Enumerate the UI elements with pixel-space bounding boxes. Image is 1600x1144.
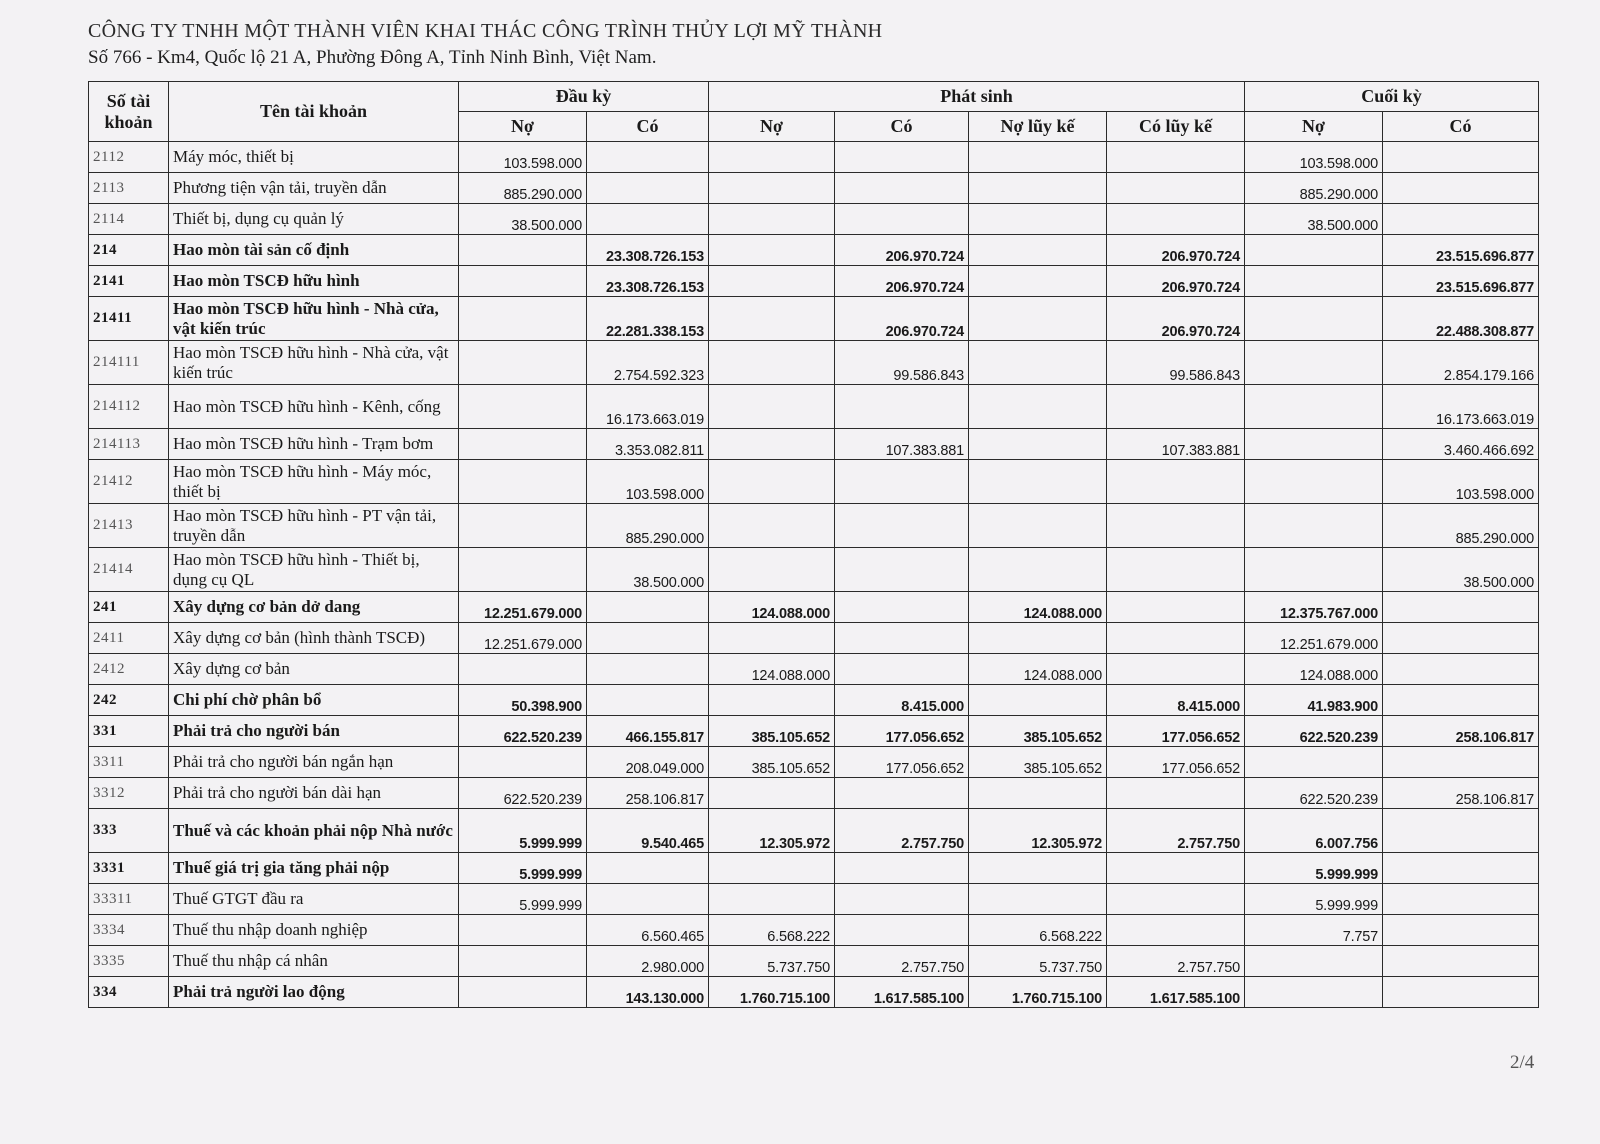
header-closing-credit: Có bbox=[1383, 112, 1539, 142]
amount-movement-credit: 99.586.843 bbox=[835, 341, 969, 385]
amount-opening-credit bbox=[587, 884, 709, 915]
header-movement: Phát sinh bbox=[709, 82, 1245, 112]
account-name: Phương tiện vận tải, truyền dẫn bbox=[169, 173, 459, 204]
amount-cumulative-credit: 2.757.750 bbox=[1107, 946, 1245, 977]
amount-cumulative-debit bbox=[969, 173, 1107, 204]
amount-cumulative-credit bbox=[1107, 548, 1245, 592]
account-number: 334 bbox=[89, 977, 169, 1008]
amount-movement-credit bbox=[835, 548, 969, 592]
amount-movement-debit: 385.105.652 bbox=[709, 747, 835, 778]
account-number: 3331 bbox=[89, 853, 169, 884]
amount-opening-debit bbox=[459, 504, 587, 548]
amount-movement-debit bbox=[709, 173, 835, 204]
amount-cumulative-credit bbox=[1107, 385, 1245, 429]
amount-closing-debit: 5.999.999 bbox=[1245, 853, 1383, 884]
amount-movement-credit: 206.970.724 bbox=[835, 266, 969, 297]
amount-cumulative-credit: 177.056.652 bbox=[1107, 716, 1245, 747]
amount-movement-debit bbox=[709, 853, 835, 884]
account-number: 33311 bbox=[89, 884, 169, 915]
amount-movement-debit bbox=[709, 548, 835, 592]
amount-opening-debit: 12.251.679.000 bbox=[459, 592, 587, 623]
amount-closing-credit: 3.460.466.692 bbox=[1383, 429, 1539, 460]
amount-cumulative-debit bbox=[969, 504, 1107, 548]
amount-opening-debit bbox=[459, 654, 587, 685]
amount-cumulative-debit: 124.088.000 bbox=[969, 592, 1107, 623]
amount-cumulative-debit bbox=[969, 341, 1107, 385]
amount-opening-debit: 5.999.999 bbox=[459, 884, 587, 915]
table-row bbox=[89, 142, 1539, 173]
amount-opening-credit bbox=[587, 685, 709, 716]
account-name: Hao mòn TSCĐ hữu hình bbox=[169, 266, 459, 297]
amount-movement-credit: 8.415.000 bbox=[835, 685, 969, 716]
amount-movement-credit bbox=[835, 385, 969, 429]
amount-movement-credit bbox=[835, 853, 969, 884]
amount-closing-debit bbox=[1245, 429, 1383, 460]
amount-opening-credit bbox=[587, 623, 709, 654]
amount-cumulative-debit bbox=[969, 204, 1107, 235]
amount-cumulative-debit: 124.088.000 bbox=[969, 654, 1107, 685]
amount-closing-credit: 38.500.000 bbox=[1383, 548, 1539, 592]
account-name: Phải trả người lao động bbox=[169, 977, 459, 1008]
amount-opening-debit bbox=[459, 747, 587, 778]
amount-closing-credit: 885.290.000 bbox=[1383, 504, 1539, 548]
account-number: 3335 bbox=[89, 946, 169, 977]
table-row bbox=[89, 204, 1539, 235]
amount-cumulative-debit bbox=[969, 685, 1107, 716]
amount-movement-debit: 124.088.000 bbox=[709, 592, 835, 623]
amount-closing-debit bbox=[1245, 946, 1383, 977]
amount-closing-credit bbox=[1383, 204, 1539, 235]
account-name: Hao mòn TSCĐ hữu hình - Thiết bị, dụng cụ QL bbox=[169, 548, 459, 592]
table-row bbox=[89, 778, 1539, 809]
amount-cumulative-credit: 206.970.724 bbox=[1107, 235, 1245, 266]
amount-opening-credit: 258.106.817 bbox=[587, 778, 709, 809]
amount-closing-credit: 258.106.817 bbox=[1383, 716, 1539, 747]
amount-opening-debit: 50.398.900 bbox=[459, 685, 587, 716]
amount-opening-credit: 466.155.817 bbox=[587, 716, 709, 747]
amount-movement-credit bbox=[835, 592, 969, 623]
account-name: Hao mòn TSCĐ hữu hình - Trạm bơm bbox=[169, 429, 459, 460]
amount-movement-credit: 2.757.750 bbox=[835, 946, 969, 977]
table-row bbox=[89, 504, 1539, 548]
account-number: 3311 bbox=[89, 747, 169, 778]
table-row bbox=[89, 623, 1539, 654]
amount-movement-debit bbox=[709, 623, 835, 654]
amount-opening-debit: 5.999.999 bbox=[459, 809, 587, 853]
amount-movement-debit: 5.737.750 bbox=[709, 946, 835, 977]
amount-closing-credit bbox=[1383, 747, 1539, 778]
account-number: 3334 bbox=[89, 915, 169, 946]
account-name: Thiết bị, dụng cụ quản lý bbox=[169, 204, 459, 235]
amount-opening-credit: 23.308.726.153 bbox=[587, 266, 709, 297]
amount-closing-credit: 22.488.308.877 bbox=[1383, 297, 1539, 341]
amount-opening-debit bbox=[459, 235, 587, 266]
amount-cumulative-credit bbox=[1107, 915, 1245, 946]
amount-cumulative-debit bbox=[969, 142, 1107, 173]
account-number: 2113 bbox=[89, 173, 169, 204]
amount-cumulative-credit: 177.056.652 bbox=[1107, 747, 1245, 778]
amount-movement-debit bbox=[709, 884, 835, 915]
amount-cumulative-credit bbox=[1107, 204, 1245, 235]
table-row bbox=[89, 235, 1539, 266]
account-name: Phải trả cho người bán dài hạn bbox=[169, 778, 459, 809]
amount-closing-debit: 6.007.756 bbox=[1245, 809, 1383, 853]
table-row bbox=[89, 747, 1539, 778]
account-number: 3312 bbox=[89, 778, 169, 809]
amount-movement-credit bbox=[835, 654, 969, 685]
amount-opening-credit: 16.173.663.019 bbox=[587, 385, 709, 429]
amount-movement-debit bbox=[709, 460, 835, 504]
amount-opening-credit bbox=[587, 592, 709, 623]
table-row bbox=[89, 654, 1539, 685]
account-number: 21413 bbox=[89, 504, 169, 548]
amount-movement-debit bbox=[709, 504, 835, 548]
amount-opening-debit: 622.520.239 bbox=[459, 716, 587, 747]
amount-movement-debit bbox=[709, 385, 835, 429]
table-row bbox=[89, 429, 1539, 460]
amount-closing-debit bbox=[1245, 460, 1383, 504]
account-number: 214 bbox=[89, 235, 169, 266]
table-row bbox=[89, 915, 1539, 946]
amount-movement-debit: 385.105.652 bbox=[709, 716, 835, 747]
amount-opening-credit bbox=[587, 204, 709, 235]
account-number: 21411 bbox=[89, 297, 169, 341]
account-name: Hao mòn TSCĐ hữu hình - Nhà cửa, vật kiến trúc bbox=[169, 297, 459, 341]
amount-opening-debit bbox=[459, 385, 587, 429]
amount-closing-debit: 885.290.000 bbox=[1245, 173, 1383, 204]
amount-closing-debit: 103.598.000 bbox=[1245, 142, 1383, 173]
account-name: Thuế giá trị gia tăng phải nộp bbox=[169, 853, 459, 884]
amount-cumulative-debit: 5.737.750 bbox=[969, 946, 1107, 977]
amount-movement-debit: 12.305.972 bbox=[709, 809, 835, 853]
amount-cumulative-credit: 206.970.724 bbox=[1107, 297, 1245, 341]
account-name: Thuế thu nhập doanh nghiệp bbox=[169, 915, 459, 946]
amount-opening-debit: 622.520.239 bbox=[459, 778, 587, 809]
amount-closing-credit bbox=[1383, 623, 1539, 654]
account-name: Hao mòn TSCĐ hữu hình - PT vận tải, truyền dẫn bbox=[169, 504, 459, 548]
header-cumulative-credit: Có lũy kế bbox=[1107, 112, 1245, 142]
amount-opening-credit: 885.290.000 bbox=[587, 504, 709, 548]
amount-cumulative-credit bbox=[1107, 884, 1245, 915]
amount-movement-debit bbox=[709, 142, 835, 173]
account-name: Xây dựng cơ bản dở dang bbox=[169, 592, 459, 623]
header-account-no: Số tài khoản bbox=[89, 82, 169, 142]
account-name: Phải trả cho người bán bbox=[169, 716, 459, 747]
header-cumulative-debit: Nợ lũy kế bbox=[969, 112, 1107, 142]
amount-closing-credit bbox=[1383, 977, 1539, 1008]
table-row bbox=[89, 460, 1539, 504]
amount-closing-credit: 258.106.817 bbox=[1383, 778, 1539, 809]
amount-opening-credit: 3.353.082.811 bbox=[587, 429, 709, 460]
amount-movement-debit bbox=[709, 235, 835, 266]
amount-closing-credit bbox=[1383, 884, 1539, 915]
account-name: Thuế và các khoản phải nộp Nhà nước bbox=[169, 809, 459, 853]
amount-cumulative-credit bbox=[1107, 778, 1245, 809]
account-number: 331 bbox=[89, 716, 169, 747]
amount-closing-credit bbox=[1383, 654, 1539, 685]
amount-movement-debit bbox=[709, 297, 835, 341]
header-movement-debit: Nợ bbox=[709, 112, 835, 142]
amount-closing-debit bbox=[1245, 504, 1383, 548]
amount-cumulative-debit bbox=[969, 548, 1107, 592]
amount-closing-debit: 124.088.000 bbox=[1245, 654, 1383, 685]
account-name: Thuế GTGT đầu ra bbox=[169, 884, 459, 915]
account-name: Phải trả cho người bán ngắn hạn bbox=[169, 747, 459, 778]
amount-closing-debit bbox=[1245, 747, 1383, 778]
amount-opening-credit: 38.500.000 bbox=[587, 548, 709, 592]
amount-movement-debit: 1.760.715.100 bbox=[709, 977, 835, 1008]
table-row bbox=[89, 809, 1539, 853]
account-number: 333 bbox=[89, 809, 169, 853]
amount-opening-debit bbox=[459, 915, 587, 946]
amount-closing-debit bbox=[1245, 235, 1383, 266]
amount-opening-debit: 5.999.999 bbox=[459, 853, 587, 884]
account-name: Hao mòn TSCĐ hữu hình - Kênh, cống bbox=[169, 385, 459, 429]
amount-cumulative-credit bbox=[1107, 654, 1245, 685]
page-number: 2/4 bbox=[1510, 1052, 1535, 1073]
amount-opening-credit bbox=[587, 654, 709, 685]
amount-closing-debit bbox=[1245, 385, 1383, 429]
amount-closing-credit bbox=[1383, 592, 1539, 623]
amount-opening-debit: 103.598.000 bbox=[459, 142, 587, 173]
amount-movement-debit bbox=[709, 204, 835, 235]
amount-cumulative-credit: 206.970.724 bbox=[1107, 266, 1245, 297]
account-number: 21412 bbox=[89, 460, 169, 504]
table-row bbox=[89, 946, 1539, 977]
amount-closing-debit bbox=[1245, 548, 1383, 592]
company-address: Số 766 - Km4, Quốc lộ 21 A, Phường Đông A, Tỉnh Ninh Bình, Việt Nam. bbox=[88, 47, 657, 68]
amount-closing-debit: 12.375.767.000 bbox=[1245, 592, 1383, 623]
table-row bbox=[89, 341, 1539, 385]
header-opening-debit: Nợ bbox=[459, 112, 587, 142]
header-movement-credit: Có bbox=[835, 112, 969, 142]
amount-movement-debit: 124.088.000 bbox=[709, 654, 835, 685]
account-number: 214112 bbox=[89, 385, 169, 429]
amount-closing-credit: 16.173.663.019 bbox=[1383, 385, 1539, 429]
amount-movement-credit bbox=[835, 915, 969, 946]
amount-cumulative-credit bbox=[1107, 173, 1245, 204]
amount-movement-credit: 206.970.724 bbox=[835, 297, 969, 341]
account-name: Xây dựng cơ bản (hình thành TSCĐ) bbox=[169, 623, 459, 654]
amount-closing-debit: 7.757 bbox=[1245, 915, 1383, 946]
amount-cumulative-debit bbox=[969, 884, 1107, 915]
amount-opening-debit bbox=[459, 341, 587, 385]
table-row bbox=[89, 266, 1539, 297]
table-row bbox=[89, 297, 1539, 341]
account-number: 2112 bbox=[89, 142, 169, 173]
amount-cumulative-credit bbox=[1107, 853, 1245, 884]
amount-cumulative-debit bbox=[969, 385, 1107, 429]
table-row bbox=[89, 548, 1539, 592]
amount-movement-credit: 177.056.652 bbox=[835, 747, 969, 778]
amount-opening-credit bbox=[587, 173, 709, 204]
amount-opening-credit: 103.598.000 bbox=[587, 460, 709, 504]
amount-opening-credit bbox=[587, 142, 709, 173]
amount-movement-debit bbox=[709, 778, 835, 809]
amount-cumulative-debit bbox=[969, 778, 1107, 809]
table-row bbox=[89, 884, 1539, 915]
amount-movement-credit bbox=[835, 884, 969, 915]
account-number: 2412 bbox=[89, 654, 169, 685]
header-closing-debit: Nợ bbox=[1245, 112, 1383, 142]
amount-cumulative-debit bbox=[969, 429, 1107, 460]
amount-cumulative-debit bbox=[969, 235, 1107, 266]
amount-closing-debit: 41.983.900 bbox=[1245, 685, 1383, 716]
account-number: 2114 bbox=[89, 204, 169, 235]
amount-cumulative-debit bbox=[969, 460, 1107, 504]
amount-closing-credit: 23.515.696.877 bbox=[1383, 235, 1539, 266]
amount-closing-debit bbox=[1245, 977, 1383, 1008]
table-row bbox=[89, 385, 1539, 429]
amount-closing-debit: 38.500.000 bbox=[1245, 204, 1383, 235]
amount-opening-debit bbox=[459, 297, 587, 341]
amount-closing-credit bbox=[1383, 915, 1539, 946]
account-number: 214113 bbox=[89, 429, 169, 460]
account-name: Thuế thu nhập cá nhân bbox=[169, 946, 459, 977]
amount-closing-credit bbox=[1383, 685, 1539, 716]
amount-opening-debit bbox=[459, 548, 587, 592]
account-name: Máy móc, thiết bị bbox=[169, 142, 459, 173]
amount-opening-debit bbox=[459, 266, 587, 297]
account-number: 214111 bbox=[89, 341, 169, 385]
amount-closing-debit bbox=[1245, 341, 1383, 385]
amount-closing-debit: 5.999.999 bbox=[1245, 884, 1383, 915]
table-row bbox=[89, 685, 1539, 716]
table-row bbox=[89, 977, 1539, 1008]
amount-closing-credit bbox=[1383, 946, 1539, 977]
amount-movement-credit bbox=[835, 460, 969, 504]
amount-cumulative-credit bbox=[1107, 460, 1245, 504]
amount-closing-debit: 622.520.239 bbox=[1245, 716, 1383, 747]
amount-opening-credit: 23.308.726.153 bbox=[587, 235, 709, 266]
amount-closing-credit bbox=[1383, 809, 1539, 853]
amount-opening-credit: 208.049.000 bbox=[587, 747, 709, 778]
table-row bbox=[89, 592, 1539, 623]
amount-cumulative-debit: 6.568.222 bbox=[969, 915, 1107, 946]
amount-cumulative-credit bbox=[1107, 504, 1245, 548]
amount-closing-debit bbox=[1245, 266, 1383, 297]
amount-movement-credit bbox=[835, 623, 969, 654]
amount-movement-credit bbox=[835, 142, 969, 173]
amount-cumulative-debit bbox=[969, 266, 1107, 297]
table-row bbox=[89, 173, 1539, 204]
amount-cumulative-credit bbox=[1107, 592, 1245, 623]
amount-movement-credit bbox=[835, 504, 969, 548]
account-name: Chi phí chờ phân bổ bbox=[169, 685, 459, 716]
amount-cumulative-debit: 12.305.972 bbox=[969, 809, 1107, 853]
amount-closing-debit: 622.520.239 bbox=[1245, 778, 1383, 809]
amount-closing-credit: 2.854.179.166 bbox=[1383, 341, 1539, 385]
amount-cumulative-debit bbox=[969, 297, 1107, 341]
amount-cumulative-credit: 8.415.000 bbox=[1107, 685, 1245, 716]
account-name: Hao mòn tài sản cố định bbox=[169, 235, 459, 266]
amount-cumulative-debit: 385.105.652 bbox=[969, 747, 1107, 778]
header-opening-credit: Có bbox=[587, 112, 709, 142]
table-body bbox=[89, 142, 1539, 1008]
amount-cumulative-debit bbox=[969, 623, 1107, 654]
amount-movement-debit bbox=[709, 685, 835, 716]
amount-opening-credit: 6.560.465 bbox=[587, 915, 709, 946]
account-number: 242 bbox=[89, 685, 169, 716]
amount-movement-credit bbox=[835, 173, 969, 204]
amount-opening-credit: 2.754.592.323 bbox=[587, 341, 709, 385]
amount-opening-debit: 12.251.679.000 bbox=[459, 623, 587, 654]
amount-movement-credit bbox=[835, 204, 969, 235]
amount-cumulative-debit bbox=[969, 853, 1107, 884]
account-number: 241 bbox=[89, 592, 169, 623]
account-name: Hao mòn TSCĐ hữu hình - Máy móc, thiết bị bbox=[169, 460, 459, 504]
amount-movement-debit bbox=[709, 266, 835, 297]
amount-movement-credit bbox=[835, 778, 969, 809]
amount-opening-debit bbox=[459, 460, 587, 504]
account-name: Xây dựng cơ bản bbox=[169, 654, 459, 685]
amount-closing-credit bbox=[1383, 853, 1539, 884]
table-row bbox=[89, 716, 1539, 747]
amount-cumulative-debit: 385.105.652 bbox=[969, 716, 1107, 747]
table-row bbox=[89, 853, 1539, 884]
amount-closing-credit bbox=[1383, 142, 1539, 173]
amount-movement-credit: 2.757.750 bbox=[835, 809, 969, 853]
amount-movement-debit bbox=[709, 341, 835, 385]
amount-closing-credit bbox=[1383, 173, 1539, 204]
amount-cumulative-debit: 1.760.715.100 bbox=[969, 977, 1107, 1008]
account-number: 21414 bbox=[89, 548, 169, 592]
amount-movement-credit: 177.056.652 bbox=[835, 716, 969, 747]
amount-cumulative-credit bbox=[1107, 142, 1245, 173]
amount-opening-credit bbox=[587, 853, 709, 884]
table-header-row bbox=[89, 82, 1539, 112]
amount-closing-credit: 23.515.696.877 bbox=[1383, 266, 1539, 297]
amount-movement-debit bbox=[709, 429, 835, 460]
amount-opening-debit: 885.290.000 bbox=[459, 173, 587, 204]
amount-cumulative-credit: 2.757.750 bbox=[1107, 809, 1245, 853]
header-account-name: Tên tài khoản bbox=[169, 82, 459, 142]
amount-movement-credit: 107.383.881 bbox=[835, 429, 969, 460]
header-opening: Đầu kỳ bbox=[459, 82, 709, 112]
amount-opening-credit: 9.540.465 bbox=[587, 809, 709, 853]
trial-balance-table bbox=[88, 81, 1539, 1008]
amount-opening-credit: 143.130.000 bbox=[587, 977, 709, 1008]
account-name: Hao mòn TSCĐ hữu hình - Nhà cửa, vật kiến trúc bbox=[169, 341, 459, 385]
amount-movement-debit: 6.568.222 bbox=[709, 915, 835, 946]
account-number: 2141 bbox=[89, 266, 169, 297]
amount-opening-debit: 38.500.000 bbox=[459, 204, 587, 235]
amount-opening-credit: 22.281.338.153 bbox=[587, 297, 709, 341]
amount-opening-debit bbox=[459, 946, 587, 977]
amount-closing-debit bbox=[1245, 297, 1383, 341]
header-closing: Cuối kỳ bbox=[1245, 82, 1539, 112]
amount-closing-debit: 12.251.679.000 bbox=[1245, 623, 1383, 654]
amount-opening-debit bbox=[459, 429, 587, 460]
amount-cumulative-credit: 99.586.843 bbox=[1107, 341, 1245, 385]
amount-opening-debit bbox=[459, 977, 587, 1008]
account-number: 2411 bbox=[89, 623, 169, 654]
amount-cumulative-credit bbox=[1107, 623, 1245, 654]
amount-movement-credit: 1.617.585.100 bbox=[835, 977, 969, 1008]
amount-movement-credit: 206.970.724 bbox=[835, 235, 969, 266]
amount-opening-credit: 2.980.000 bbox=[587, 946, 709, 977]
amount-cumulative-credit: 107.383.881 bbox=[1107, 429, 1245, 460]
company-name: CÔNG TY TNHH MỘT THÀNH VIÊN KHAI THÁC CÔNG TRÌNH THỦY LỢI MỸ THÀNH bbox=[88, 20, 883, 42]
amount-cumulative-credit: 1.617.585.100 bbox=[1107, 977, 1245, 1008]
amount-closing-credit: 103.598.000 bbox=[1383, 460, 1539, 504]
